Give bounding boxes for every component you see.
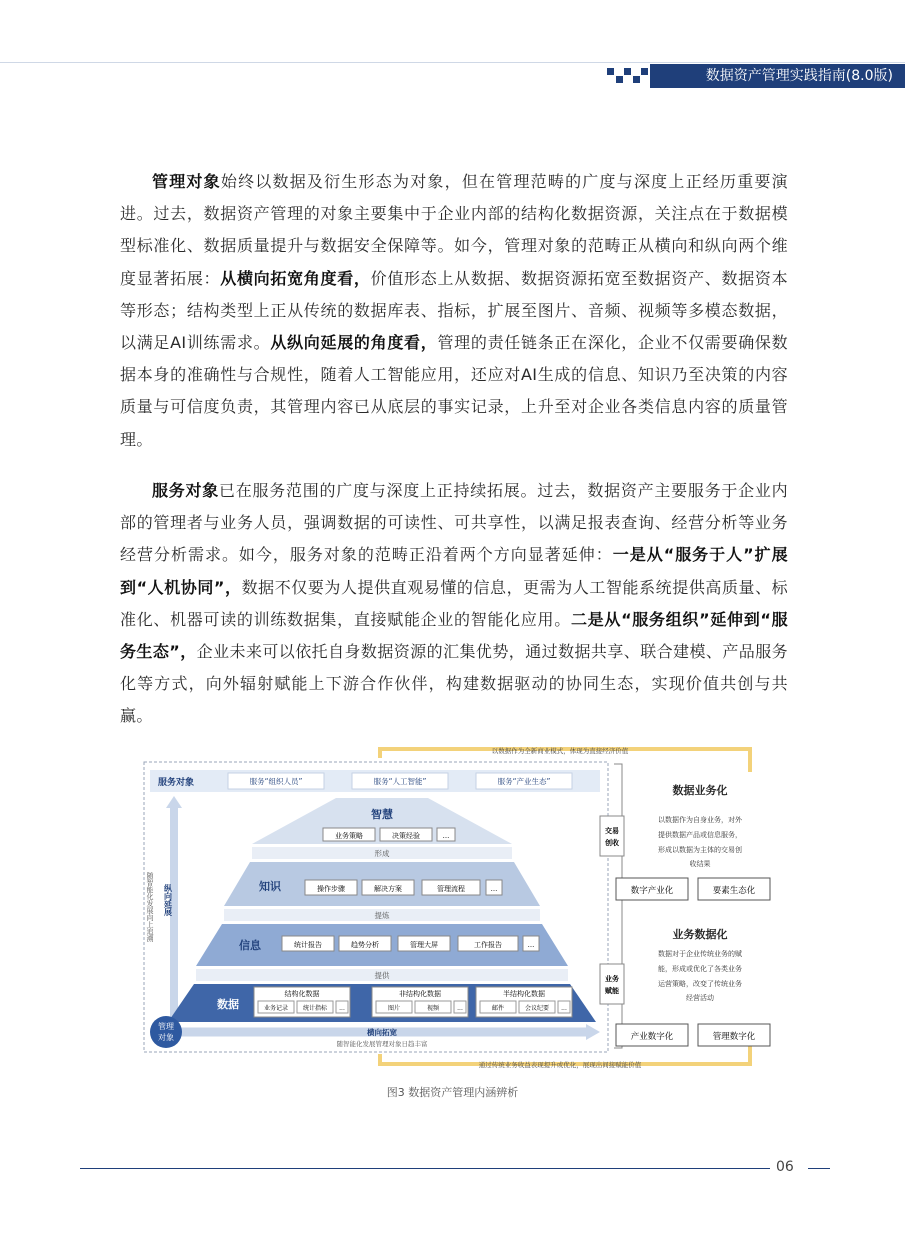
horizontal-desc: 随智能化发展管理对象日趋丰富 — [336, 1040, 428, 1048]
emphasis-text: 从纵向延展的角度看， — [270, 333, 438, 353]
level-item-text: 工作报告 — [474, 941, 502, 949]
page-number: 06 — [776, 1159, 794, 1175]
figure-caption: 图3 数据资产管理内涵辨析 — [386, 1086, 519, 1099]
footer-rule — [80, 1168, 770, 1169]
body-text: 价值形态上从数据、数据资源拓宽至数据资产、数据资本等形态；结构类型上正从传统的数据库表、指标，扩展至图片、音频、视频等多模态数据，以满足AI训练需求。 — [120, 268, 788, 353]
right-desc: 能，形成或优化了各类业务 — [658, 965, 742, 973]
header-rule — [0, 62, 905, 63]
level-item-text: ... — [457, 1005, 463, 1012]
bottom-note: 通过传统业务收益表现提升或优化，展现出间接赋能价值 — [478, 1061, 642, 1069]
page-header — [605, 64, 905, 88]
level-item-text: 管理流程 — [437, 885, 465, 893]
horizontal-axis-label: 横向拓宽 — [367, 1028, 397, 1037]
paragraph-management-object — [120, 166, 788, 456]
level-item-text: 图片 — [387, 1005, 401, 1012]
level-item-text: 趋势分析 — [351, 941, 379, 949]
level-item-text: ... — [527, 941, 535, 949]
paragraph-service-object — [120, 475, 788, 733]
right-box-text: 管理数字化 — [712, 1032, 756, 1042]
between-label: 提炼 — [374, 911, 390, 920]
body-text: 已在服务范围的广度与深度上正持续拓展。过去，数据资产主要服务于企业内部的管理者与业务人员，强调数据的可读性、可共享性，以满足报表查询、经营分析等业务经营分析需求。如今，服务对象的范畴正沿着两个方向显著延伸： — [120, 481, 789, 565]
right-desc: 运营策略，改变了传统业务 — [658, 980, 742, 988]
lead-term: 服务对象 — [152, 481, 219, 500]
service-item: 服务“产业生态” — [497, 777, 551, 786]
pixel-decoration — [633, 76, 640, 83]
level-item-text: 视频 — [426, 1005, 440, 1012]
pixel-decoration — [624, 68, 631, 75]
service-item: 服务“人工智能” — [373, 777, 427, 786]
emphasis-text: 二是从“服务组织”延伸到“服务生态”， — [120, 609, 788, 662]
mgmt-label: 对象 — [158, 1033, 174, 1042]
level-item-text: 业务记录 — [263, 1005, 289, 1012]
top-note: 以数据作为全新商业模式，体现为直接经济价值 — [491, 747, 629, 755]
level-item-text: 解决方案 — [374, 885, 402, 893]
figure-diagram — [140, 742, 780, 1072]
level-item-text: 统计报告 — [294, 941, 322, 949]
right-desc: 数据对于企业传统业务的赋 — [658, 950, 742, 958]
pixel-decoration — [607, 68, 614, 75]
pixel-decoration — [616, 76, 623, 83]
body-text: 管理的责任链条正在深化，企业不仅需要确保数据本身的准确性与合规性，随着人工智能应用，还应对AI生成的信息、知识乃至决策的内容质量与可信度负责，其管理内容已从底层的事实记录，上升至对企业各类信息内容的质量管理。 — [120, 333, 788, 449]
mgmt-label: 管理 — [158, 1022, 174, 1031]
bottom-bracket — [380, 1034, 750, 1064]
right-box-text: 数字产业化 — [630, 886, 674, 896]
level-item-text: 决策经验 — [392, 832, 420, 840]
vertical-axis-label: 纵向延展 — [163, 884, 173, 916]
right-desc: 形成以数据为主体的交易创 — [658, 846, 742, 854]
level-item-text: ... — [442, 832, 450, 840]
header-title: 数据资产管理实践指南(8.0版) — [705, 68, 893, 84]
right-box-text: 产业数字化 — [630, 1032, 674, 1042]
right-title: 业务数据化 — [672, 928, 728, 941]
right-desc: 以数据作为自身业务，对外 — [658, 816, 742, 824]
data-group-title: 半结构化数据 — [503, 990, 545, 998]
level-item-text: ... — [490, 885, 498, 893]
level-item-text: ... — [339, 1005, 345, 1012]
between-label: 形成 — [374, 849, 390, 858]
info-label: 信息 — [239, 939, 261, 952]
right-title: 数据业务化 — [672, 784, 728, 797]
side-bracket — [614, 764, 622, 1048]
right-desc: 提供数据产品或信息服务， — [658, 831, 742, 839]
right-tag-text: 业务 — [605, 975, 619, 983]
pixel-decoration — [641, 68, 648, 75]
right-tag-text: 赋能 — [605, 987, 619, 995]
data-group-title: 结构化数据 — [284, 990, 320, 998]
level-item-text: 会议纪要 — [524, 1005, 550, 1012]
mgmt-object-badge — [150, 1016, 182, 1048]
body-text: 企业未来可以依托自身数据资源的汇集优势，通过数据共享、联合建模、产品服务化等方式，向外辐射赋能上下游合作伙伴，构建数据驱动的协同生态，实现价值共创与共赢。 — [120, 642, 788, 726]
body-text: 始终以数据及衍生形态为对象，但在管理范畴的广度与深度上正经历重要演进。过去，数据资产管理的对象主要集中于企业内部的结构化数据资源，关注点在于数据模型标准化、数据质量提升与数据安全保障等。如今，管理对象的范畴正从横向和纵向两个维度显著拓展： — [120, 172, 788, 288]
vertical-desc: 随智能化发展向上追溯 — [146, 872, 154, 942]
right-box-text: 要素生态化 — [712, 886, 756, 896]
body-text: 数据不仅要为人提供直观易懂的信息，更需为人工智能系统提供高质量、标准化、机器可读的训练数据集，直接赋能企业的智能化应用。 — [120, 577, 788, 629]
vertical-axis-arrowhead — [166, 796, 182, 808]
service-item: 服务“组织人员” — [249, 777, 303, 786]
right-tag-text: 交易 — [605, 827, 619, 835]
between-label: 提供 — [374, 971, 390, 980]
level-item-text: 统计指标 — [302, 1005, 328, 1012]
footer-rule — [808, 1168, 830, 1169]
wisdom-label: 智慧 — [371, 808, 393, 821]
emphasis-text: 一是从“服务于人”扩展到“人机协同”， — [120, 545, 788, 597]
right-desc: 经营活动 — [686, 994, 714, 1002]
service-label: 服务对象 — [157, 778, 195, 788]
level-item-text: 管理大屏 — [410, 941, 438, 949]
data-group-title: 非结构化数据 — [399, 990, 441, 998]
knowledge-label: 知识 — [259, 880, 281, 893]
horizontal-axis-arrowhead — [586, 1024, 600, 1040]
data-label: 数据 — [217, 998, 239, 1011]
emphasis-text: 从横向拓宽角度看， — [220, 268, 371, 288]
level-item-text: 操作步骤 — [317, 885, 345, 893]
right-desc: 收结果 — [689, 860, 711, 868]
lead-term: 管理对象 — [152, 172, 221, 191]
right-tag — [600, 816, 624, 856]
right-tag — [600, 964, 624, 1004]
level-item-text: 邮件 — [491, 1005, 505, 1012]
level-item-text: ... — [561, 1005, 567, 1012]
right-tag-text: 创收 — [605, 839, 619, 847]
level-item-text: 业务策略 — [335, 832, 363, 840]
